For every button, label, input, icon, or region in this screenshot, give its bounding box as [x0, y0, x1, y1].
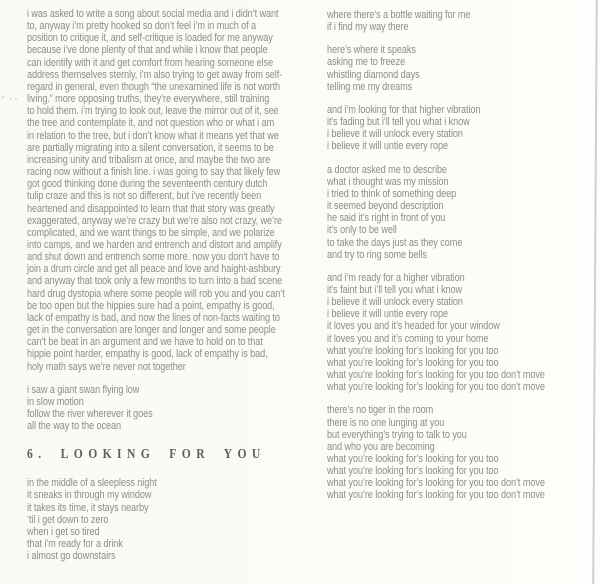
lyric-line: to hold them. i’m trying to look out, leave the mirror out of it, see: [27, 105, 279, 118]
lyric-line: get in the conversation are longer and longer and some people: [27, 324, 276, 337]
lyric-line: address themselves sternly, i’m also trying to get away from self-: [27, 68, 283, 81]
lyric-line: position to critique it, and self-critique is loaded for me anyway: [27, 32, 273, 45]
lyric-line: racing now without a finish line. i was going to say that likely few: [27, 166, 281, 179]
lyric-line: complicated, and we want things to be simple, and we polarize: [27, 226, 275, 239]
lyric-line: into camps, and we harden and entrench and distort and amplify: [27, 238, 282, 251]
lyric-line: can identify with it and get comfort from hearing someone else: [27, 56, 274, 69]
lyric-line: because i’ve done plenty of that and while i know that people: [27, 44, 268, 57]
stanza-bottle: [327, 9, 600, 33]
stanza-no-tiger: [327, 404, 600, 501]
lyric-line: i believe it will untie every rope: [327, 140, 449, 153]
lyric-line: what you’re looking for’s looking for you too: [327, 453, 499, 465]
stanza-higher-vibration-2: [327, 272, 600, 394]
lyric-line: i believe it will untie every rope: [327, 308, 449, 321]
lyric-line: it seemed beyond description: [327, 200, 444, 213]
lyric-line: the tree and contemplate it, and not question who or what i am: [27, 117, 275, 130]
stanza-doctor: [327, 164, 600, 261]
lyric-line: it’s only to be well: [327, 224, 397, 237]
lyric-line: all the way to the ocean: [27, 420, 121, 433]
lyric-line: hippie point harder, empathy is good, lack of empathy is bad,: [27, 348, 268, 361]
stanza-speaks: [327, 44, 600, 93]
lyric-line: what you’re looking for’s looking for you too don’t move: [327, 381, 545, 394]
lyric-line: follow the river wherever it goes: [27, 408, 153, 420]
lyric-line: what you’re looking for’s looking for you too don’t move: [327, 477, 545, 490]
lyric-line: he said it’s right in front of you: [327, 212, 446, 225]
lyric-line: in relation to the tree, but i don’t know what it means yet that we: [27, 129, 279, 142]
lyric-line: whistling diamond days: [327, 68, 420, 81]
lyric-line: what you’re looking for’s looking for you too don’t move: [327, 489, 545, 502]
lyric-line: can’t be beat in an argument and we have to hold on to that: [27, 336, 263, 349]
lyric-line: i tried to think of something deep: [327, 187, 457, 200]
track-heading: 6. LOOKING FOR YOU: [27, 447, 266, 463]
lyric-line: what you’re looking for’s looking for you too: [327, 465, 499, 478]
lyric-line: ’til i get down to zero: [27, 513, 109, 526]
lyric-line: regard in general, even though “the unexamined life is not worth: [27, 80, 281, 93]
lyric-line: and shut down and entrench some more. now you don’t have to: [27, 251, 280, 264]
lyric-line: what you’re looking for’s looking for you too don’t move: [327, 369, 545, 382]
lyric-line: heartened and disappointed to learn that that story was greatly: [27, 202, 275, 215]
lyric-line: it’s fading but i’ll tell you what i know: [327, 116, 470, 129]
lyric-line: i saw a giant swan flying low: [27, 383, 140, 396]
lyric-line: a doctor asked me to describe: [327, 163, 447, 176]
lyric-line: increasing unity and tribalism at once, and maybe the two are: [27, 153, 271, 166]
lyric-line: i almost go downstairs: [27, 550, 116, 563]
lyric-line: it’s faint but i’ll tell you what i know: [327, 283, 463, 296]
lyric-line: holy math says we’re never not together: [27, 360, 186, 373]
lyric-line: are partially migrating into a silent conversation, it seems to be: [27, 141, 274, 154]
lyric-line: living.” more opposing truths, they’re everywhere, still training: [27, 93, 270, 106]
lyric-line: got good thinking done during the seventeenth century dutch: [27, 178, 268, 191]
lyric-line: it loves you and it’s headed for your window: [327, 320, 500, 333]
verse-stanza: [27, 477, 326, 562]
lyric-line: it loves you and it’s coming to your home: [327, 332, 489, 345]
lyric-line: in the middle of a sleepless night: [27, 477, 157, 490]
lyric-line: and who you are becoming: [327, 440, 435, 453]
lyric-line: but everything’s trying to talk to you: [327, 428, 467, 441]
lyric-line: where there’s a bottle waiting for me: [327, 9, 471, 21]
stanza-higher-vibration-1: [327, 104, 600, 153]
lyric-line: that i’m ready for a drink: [27, 538, 123, 551]
lyric-line: lack of empathy is bad, and now the lines of non-facts waiting to: [27, 311, 280, 324]
lyric-line: i believe it will unlock every station: [327, 128, 463, 141]
lyric-line: what you’re looking for’s looking for you too: [327, 356, 499, 369]
lyric-line: it takes its time, it stays nearby: [27, 501, 149, 514]
lyric-line: if i find my way there: [327, 21, 409, 34]
lyric-line: and try to ring some bells: [327, 248, 427, 261]
lyric-line: to take the days just as they come: [327, 236, 463, 249]
lyric-line: and i’m looking for that higher vibration: [327, 103, 481, 116]
lyric-line: to, anyway i’m pretty hooked so don’t feel i’m in much of a: [27, 20, 257, 33]
left-column: [27, 8, 326, 562]
lyric-line: and i’m ready for a higher vibration: [327, 271, 465, 284]
right-column: [327, 9, 600, 502]
swan-stanza: [27, 384, 326, 433]
lyric-line: what you’re looking for’s looking for you too: [327, 344, 499, 357]
lyric-line: what i thought was my mission: [327, 175, 449, 188]
lyric-line: be too open but the hippies sure had a point, empathy is good,: [27, 299, 275, 312]
lyric-line: i believe it will unlock every station: [327, 296, 463, 309]
lyric-line: there’s no tiger in the room: [327, 404, 434, 417]
lyric-line: in slow motion: [27, 395, 84, 408]
scan-smudge: [2, 96, 4, 98]
lyric-line: exaggerated, anyway we’re crazy but we’re also not crazy, we’re: [27, 214, 282, 227]
lyric-line: join a drum circle and get all peace and love and haight-ashbury: [27, 263, 281, 276]
intro-paragraph: [27, 8, 326, 373]
lyric-line: when i get so tired: [27, 525, 100, 538]
lyric-line: it sneaks in through my window: [27, 489, 152, 502]
lyric-line: hard drug dystopia where some people will rob you and you can’t: [27, 287, 285, 300]
lyric-line: i was asked to write a song about social media and i didn’t want: [27, 8, 279, 20]
lyric-line: there is no one lunging at you: [327, 416, 445, 429]
lyric-line: telling me my dreams: [327, 80, 413, 93]
lyric-line: here’s where it speaks: [327, 44, 416, 57]
lyric-line: tulip craze and this is not so different, but i’ve recently been: [27, 190, 262, 203]
lyric-line: asking me to freeze: [327, 56, 406, 69]
lyric-line: and anyway that took only a few months to turn into a bad scene: [27, 275, 283, 288]
